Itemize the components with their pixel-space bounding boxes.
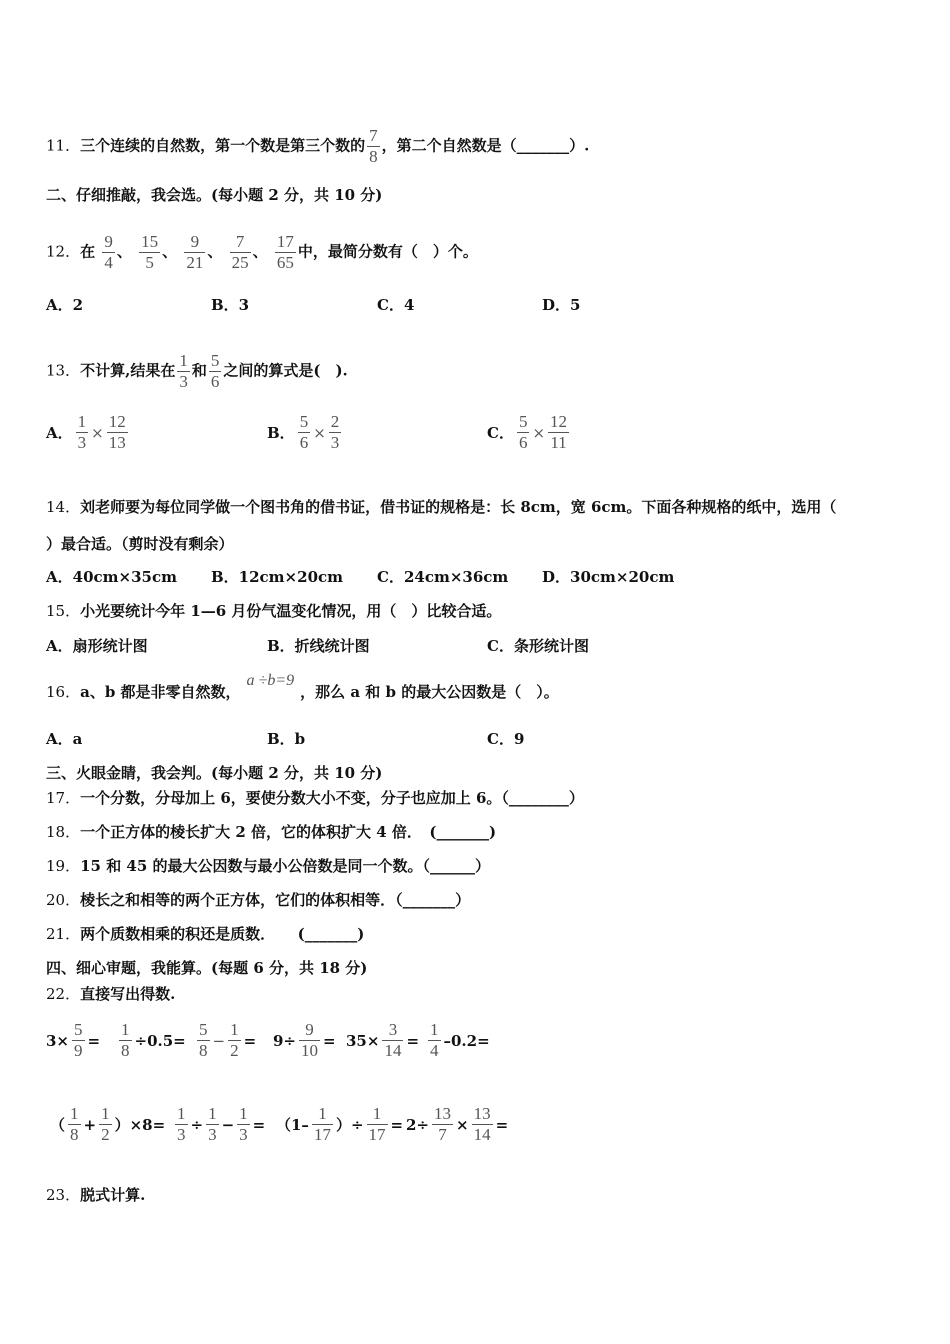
numerator: 7 [369, 126, 378, 145]
fraction [175, 1104, 188, 1145]
question-text-tail: ，第二个自然数是（_______）. [381, 136, 590, 155]
calc-suffix: ÷0.5= [134, 1031, 186, 1050]
calc-suffix: = [252, 1115, 266, 1134]
denominator: 8 [199, 1041, 208, 1060]
denominator: 17 [368, 1125, 386, 1144]
question-number: 12． [46, 242, 81, 261]
calc-suffix: = [323, 1031, 336, 1050]
question-text: 一个分数，分母加上 6，要使分数大小不变，分子也应加上 6。（________） [80, 789, 584, 807]
question-number: 13． [46, 361, 81, 380]
question-text: 脱式计算. [80, 1186, 146, 1204]
question-number: 21． [46, 925, 81, 943]
question-text: 刘老师要为每位同学做一个图书角的借书证，借书证的规格是：长 8cm，宽 6cm。下面各种规格的纸中，选用（ [80, 498, 837, 516]
times-sign: × [532, 423, 546, 442]
question-text: 一个正方体的棱长扩大 2 倍，它的体积扩大 4 倍． (_______) [80, 823, 497, 841]
denominator: 3 [179, 372, 188, 391]
option-label: C． [487, 424, 514, 442]
denominator: 21 [186, 253, 204, 272]
fraction [177, 351, 190, 392]
times-sign: × [313, 423, 326, 442]
operator: ÷ [190, 1115, 204, 1134]
denominator: 7 [438, 1125, 447, 1144]
calc-item [425, 1020, 490, 1061]
question-text: 不计算,结果在 [80, 361, 176, 380]
question-16 [46, 672, 559, 703]
question-number: 11． [46, 136, 81, 155]
question-text-mid: 和 [191, 361, 207, 380]
option-b[interactable]: B．b [267, 730, 306, 748]
fraction [139, 232, 160, 273]
calc-prefix: 9÷ [273, 1031, 297, 1050]
numerator: 2 [330, 412, 340, 431]
question-19 [46, 856, 490, 876]
option-a[interactable]: A．2 [46, 296, 84, 314]
operator: + [83, 1115, 97, 1134]
fraction [228, 1020, 241, 1061]
operator: × [456, 1115, 469, 1134]
calc-item [346, 1020, 419, 1061]
numerator: 1 [367, 1104, 388, 1125]
numerator: 13 [434, 1104, 452, 1123]
question-text: 15 和 45 的最大公因数与最小公倍数是同一个数。（______） [80, 857, 491, 875]
fraction [367, 126, 380, 167]
denominator: 3 [208, 1125, 217, 1144]
fraction [197, 1020, 210, 1061]
option-c[interactable]: C．9 [487, 730, 525, 748]
fraction [99, 1104, 112, 1145]
fraction [299, 1020, 320, 1061]
separator: 、 [252, 242, 268, 261]
denominator: 3 [77, 433, 87, 452]
separator: 、 [116, 242, 132, 261]
option-a[interactable]: A．40cm×35cm [46, 568, 177, 586]
numerator: 5 [74, 1020, 83, 1039]
denominator: 2 [101, 1125, 110, 1144]
separator: 、 [162, 242, 178, 261]
option-c[interactable]: C．4 [377, 296, 415, 314]
numerator: 5 [210, 351, 220, 370]
denominator: 8 [369, 147, 378, 166]
question-number: 22． [46, 985, 81, 1003]
denominator: 3 [177, 1125, 186, 1144]
question-11 [46, 126, 589, 167]
denominator: 13 [108, 433, 126, 452]
numerator: 15 [141, 232, 159, 251]
denominator: 10 [301, 1041, 319, 1060]
denominator: 11 [550, 433, 567, 452]
fraction [119, 1020, 132, 1061]
denominator: 14 [473, 1125, 491, 1144]
option-b[interactable]: B．折线统计图 [267, 637, 370, 655]
calc-suffix: = [87, 1031, 101, 1050]
question-14-line-2: ）最合适。（剪时没有剩余） [46, 535, 234, 553]
fraction [206, 1104, 219, 1145]
option-a[interactable] [46, 412, 131, 453]
numerator: 1 [77, 412, 87, 431]
denominator: 5 [145, 253, 154, 272]
numerator: 12 [108, 412, 126, 431]
fraction [102, 232, 115, 273]
option-c[interactable]: C．24cm×36cm [377, 568, 509, 586]
numerator: 3 [382, 1020, 403, 1041]
fraction [237, 1104, 250, 1145]
calc-suffix: ）×8= [114, 1116, 166, 1134]
question-20 [46, 890, 470, 910]
question-21 [46, 924, 364, 944]
denominator: 6 [299, 433, 309, 452]
fraction [275, 232, 296, 273]
denominator: 9 [74, 1041, 83, 1060]
option-a[interactable]: A．扇形统计图 [46, 637, 148, 655]
fraction [76, 412, 89, 453]
calc-item [116, 1020, 186, 1061]
calc-item [50, 1104, 165, 1145]
denominator: 4 [430, 1041, 439, 1060]
option-d[interactable]: D．30cm×20cm [542, 568, 675, 586]
numerator: 1 [239, 1104, 248, 1123]
separator: 、 [207, 242, 223, 261]
fraction [382, 1020, 403, 1061]
question-text: 在 [80, 242, 96, 261]
numerator: 7 [230, 232, 251, 253]
numerator: 1 [70, 1104, 79, 1123]
question-number: 20． [46, 891, 81, 909]
question-18 [46, 822, 496, 842]
fraction [230, 232, 251, 273]
fraction [107, 412, 128, 453]
denominator: 65 [276, 253, 294, 272]
option-b[interactable]: B．12cm×20cm [211, 568, 344, 586]
question-number: 15． [46, 602, 81, 620]
denominator: 4 [104, 253, 113, 272]
expression: a ÷b=9 [246, 672, 295, 689]
operator: ）÷ [335, 1116, 364, 1134]
denominator: 8 [70, 1125, 79, 1144]
fraction [548, 412, 569, 453]
numerator: 1 [101, 1104, 110, 1123]
section-3-heading: 三、火眼金睛，我会判。(每小题 2 分，共 10 分) [46, 764, 383, 782]
calc-item [46, 1020, 100, 1061]
calc-suffix: = [243, 1031, 257, 1050]
question-17 [46, 788, 584, 808]
question-text-tail: 中，最简分数有（ ）个。 [297, 242, 478, 261]
calc-suffix: = [406, 1031, 420, 1050]
calc-prefix: （ [50, 1116, 66, 1134]
question-text: 棱长之和相等的两个正方体，它们的体积相等．（_______） [80, 891, 471, 909]
numerator: 9 [184, 232, 205, 253]
numerator: 1 [230, 1020, 239, 1039]
question-22 [46, 984, 175, 1004]
section-4-heading: 四、细心审题，我能算。(每题 6 分，共 18 分) [46, 959, 368, 977]
numerator: 1 [121, 1020, 130, 1039]
calc-item [406, 1104, 508, 1145]
question-text: 小光要统计今年 1—6 月份气温变化情况，用（ ）比较合适。 [80, 602, 502, 620]
operator: − [212, 1031, 226, 1050]
question-number: 16． [46, 683, 81, 701]
question-13 [46, 351, 348, 392]
section-2-heading: 二、仔细推敲，我会选。(每小题 2 分，共 10 分) [46, 186, 383, 204]
option-c[interactable]: C．条形统计图 [487, 637, 589, 655]
denominator: 25 [231, 253, 249, 272]
question-text-tail: 之间的算式是( ). [223, 361, 348, 380]
question-14 [46, 497, 836, 517]
fraction [428, 1020, 441, 1061]
calc-suffix: = [495, 1115, 509, 1134]
question-text: 两个质数相乘的积还是质数． (_______) [80, 925, 365, 943]
question-number: 19． [46, 857, 81, 875]
numerator: 5 [299, 412, 309, 431]
question-text: 三个连续的自然数，第一个数是第三个数的 [80, 136, 366, 155]
question-15 [46, 601, 501, 621]
times-sign: × [91, 423, 104, 442]
fraction [517, 412, 530, 453]
calc-item [194, 1020, 256, 1061]
operator: − [221, 1115, 235, 1134]
question-number: 17． [46, 789, 81, 807]
fraction [68, 1104, 81, 1145]
numerator: 1 [179, 351, 188, 370]
question-text: a、b 都是非零自然数， [80, 683, 241, 701]
option-b[interactable] [267, 412, 344, 453]
calc-prefix: 2÷ [406, 1115, 430, 1134]
fraction [367, 1104, 388, 1145]
fraction [329, 412, 342, 453]
numerator: 1 [312, 1104, 333, 1125]
denominator: 3 [239, 1125, 248, 1144]
fraction [298, 412, 311, 453]
option-b[interactable]: B．3 [211, 296, 250, 314]
option-a[interactable]: A．a [46, 730, 83, 748]
numerator: 5 [199, 1020, 208, 1039]
fraction [184, 232, 205, 273]
calc-item [172, 1104, 265, 1145]
option-label: A． [46, 424, 73, 442]
fraction [72, 1020, 85, 1061]
fraction [312, 1104, 333, 1145]
option-c[interactable] [487, 412, 572, 453]
calc-prefix: 35× [346, 1031, 380, 1050]
question-text: 直接写出得数. [80, 985, 176, 1003]
numerator: 1 [177, 1104, 186, 1123]
numerator: 12 [550, 412, 568, 431]
question-number: 14． [46, 498, 81, 516]
fraction [209, 351, 222, 392]
numerator: 5 [518, 412, 528, 431]
numerator: 1 [208, 1104, 217, 1123]
denominator: 8 [121, 1041, 130, 1060]
question-number: 18． [46, 823, 81, 841]
numerator: 13 [473, 1104, 491, 1123]
numerator: 9 [299, 1020, 320, 1041]
calc-item [273, 1020, 336, 1061]
numerator: 1 [430, 1020, 439, 1039]
question-12 [46, 232, 478, 273]
denominator: 3 [330, 433, 340, 452]
calc-prefix: （1– [276, 1116, 309, 1134]
option-label: B． [267, 424, 295, 442]
denominator: 14 [384, 1041, 402, 1060]
calc-prefix: 3× [46, 1031, 70, 1050]
fraction [472, 1104, 493, 1145]
calc-suffix: = [390, 1115, 404, 1134]
denominator: 2 [230, 1041, 239, 1060]
denominator: 6 [210, 372, 220, 391]
denominator: 17 [313, 1125, 331, 1144]
numerator: 17 [276, 232, 294, 251]
question-text-tail: ，那么 a 和 b 的最大公因数是（ ）。 [300, 683, 559, 701]
calc-item [276, 1104, 403, 1145]
calc-suffix: –0.2= [443, 1031, 490, 1050]
numerator: 9 [104, 232, 113, 251]
fraction [432, 1104, 453, 1145]
question-23 [46, 1185, 145, 1205]
option-d[interactable]: D．5 [542, 296, 581, 314]
denominator: 6 [518, 433, 528, 452]
question-number: 23． [46, 1186, 81, 1204]
